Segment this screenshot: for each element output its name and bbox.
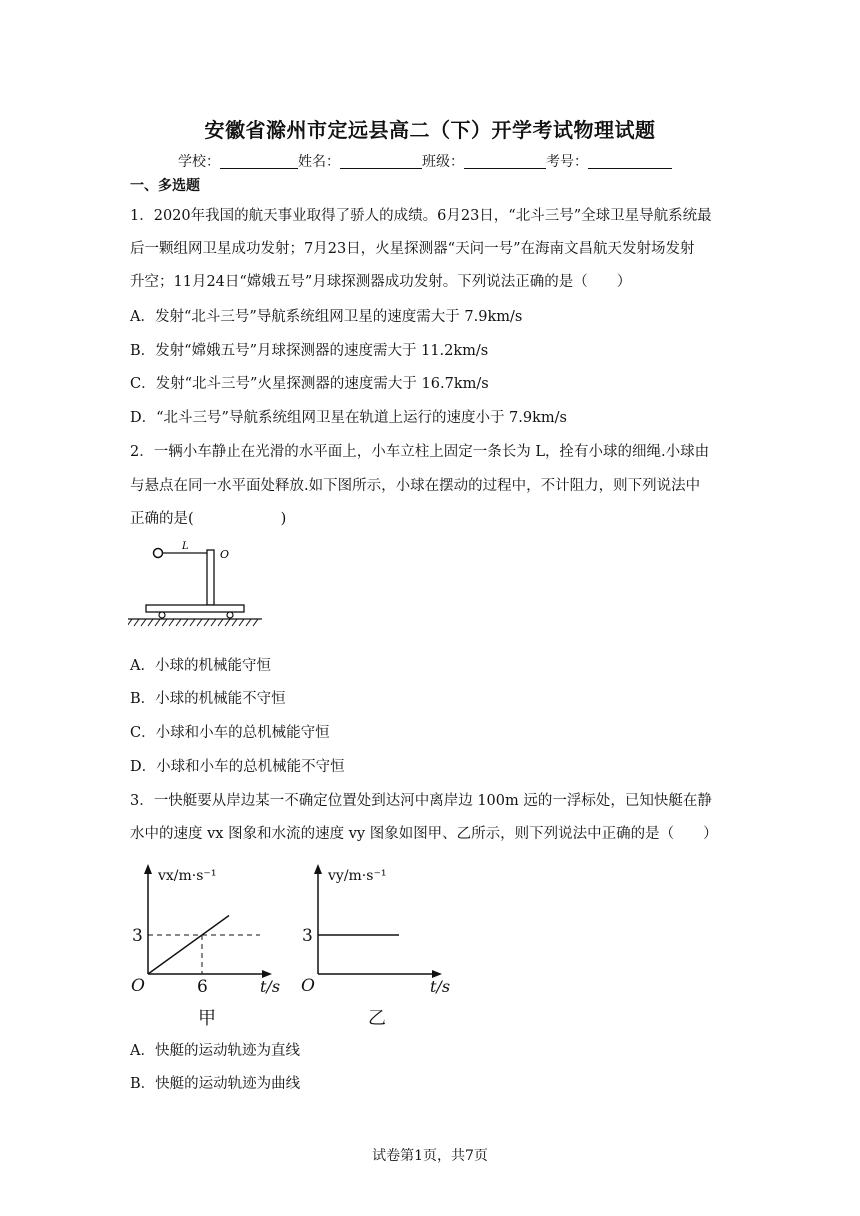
q2-option-d: D．小球和小车的总机械能不守恒 — [130, 759, 345, 775]
hatch-mark — [155, 619, 160, 626]
class-label: 班级： — [422, 154, 464, 170]
cart-post — [207, 550, 214, 605]
q2-line-3: 正确的是( ) — [130, 511, 287, 527]
hatch-mark — [128, 619, 132, 626]
student-info-line — [178, 151, 672, 171]
hatch-mark — [176, 619, 181, 626]
y-axis-label: vx/m·s⁻¹ — [158, 868, 217, 884]
name-blank[interactable] — [340, 154, 422, 169]
exam-number-label: 考号： — [546, 154, 588, 170]
school-blank[interactable] — [220, 154, 298, 169]
x-axis-label: t/s — [260, 977, 281, 996]
exam-number-blank[interactable] — [588, 154, 672, 169]
hatch-mark — [211, 619, 216, 626]
x-tick-label: 6 — [197, 977, 208, 997]
pivot-label: O — [220, 548, 230, 561]
hatch-mark — [239, 619, 244, 626]
q2-option-a: A．小球的机械能守恒 — [130, 658, 271, 674]
cart-wheel-left — [159, 612, 165, 618]
hatch-mark — [183, 619, 188, 626]
q2-line-1: 2．一辆小车静止在光滑的水平面上，小车立柱上固定一条长为 L，拴有小球的细绳.小球由 — [130, 444, 710, 460]
hatch-mark — [148, 619, 153, 626]
origin-label: O — [301, 976, 315, 996]
page-title: 安徽省滁州市定远县高二（下）开学考试物理试题 — [204, 118, 656, 142]
page-footer: 试卷第1页，共7页 — [372, 1148, 488, 1164]
q3-option-b: B．快艇的运动轨迹为曲线 — [130, 1076, 301, 1092]
hatch-mark — [218, 619, 223, 626]
velocity-chart-yi — [296, 852, 456, 1030]
q1-option-b: B．发射“嫦娥五号”月球探测器的速度需大于 11.2km/s — [130, 343, 489, 359]
y-tick-label: 3 — [302, 926, 313, 946]
hatch-mark — [190, 619, 195, 626]
chart-caption: 乙 — [368, 1008, 386, 1029]
q1-option-c: C．发射“北斗三号”火星探测器的速度需大于 16.7km/s — [130, 376, 489, 392]
section-title: 一、多选题 — [130, 178, 200, 194]
q2-option-c: C．小球和小车的总机械能守恒 — [130, 725, 330, 741]
hatch-mark — [246, 619, 251, 626]
q3-option-a: A．快艇的运动轨迹为直线 — [130, 1043, 300, 1059]
y-axis-arrow — [144, 864, 152, 874]
cart-wheel-right — [227, 612, 233, 618]
x-axis-label: t/s — [430, 977, 451, 996]
q2-option-b: B．小球的机械能不守恒 — [130, 691, 286, 707]
hatch-mark — [204, 619, 209, 626]
q1-option-d: D．“北斗三号”导航系统组网卫星在轨道上运行的速度小于 7.9km/s — [130, 410, 567, 426]
q1-line-2: 后一颗组网卫星成功发射；7月23日，火星探测器“天问一号”在海南文昌航天发射场发射 — [130, 241, 695, 257]
q3-line-1: 3．一快艇要从岸边某一不确定位置处到达河中离岸边 100m 远的一浮标处，已知快艇在静 — [130, 793, 712, 809]
velocity-chart-jia — [126, 852, 286, 1030]
y-axis-label: vy/m·s⁻¹ — [328, 868, 387, 884]
ball — [154, 549, 163, 558]
hatch-mark — [253, 619, 258, 626]
length-label: L — [182, 541, 189, 552]
hatch-mark — [141, 619, 146, 626]
hatch-mark — [232, 619, 237, 626]
hatch-mark — [169, 619, 174, 626]
q1-option-a: A．发射“北斗三号”导航系统组网卫星的速度需大于 7.9km/s — [130, 309, 523, 325]
hatch-mark — [134, 619, 139, 626]
pendulum-cart-figure — [128, 540, 264, 632]
school-label: 学校： — [178, 154, 220, 170]
y-axis-arrow — [314, 864, 322, 874]
series-line — [148, 916, 229, 975]
hatch-mark — [225, 619, 230, 626]
q2-line-2: 与悬点在同一水平面处释放.如下图所示，小球在摆动的过程中，不计阻力，则下列说法中 — [130, 478, 701, 494]
class-blank[interactable] — [464, 154, 546, 169]
cart-body — [146, 605, 244, 612]
hatch-mark — [197, 619, 202, 626]
hatch-mark — [162, 619, 167, 626]
origin-label: O — [131, 976, 145, 996]
name-label: 姓名： — [298, 154, 340, 170]
q1-line-3: 升空；11月24日“嫦娥五号”月球探测器成功发射。下列说法正确的是（ ） — [130, 274, 632, 290]
y-tick-label: 3 — [132, 926, 143, 946]
q1-line-1: 1．2020年我国的航天事业取得了骄人的成绩。6月23日，“北斗三号”全球卫星导航系统最 — [130, 208, 712, 224]
q3-line-2: 水中的速度 vx 图象和水流的速度 vy 图象如图甲、乙所示，则下列说法中正确的是（ ） — [130, 826, 718, 842]
chart-caption: 甲 — [198, 1008, 216, 1029]
ground-hatching — [128, 619, 258, 626]
